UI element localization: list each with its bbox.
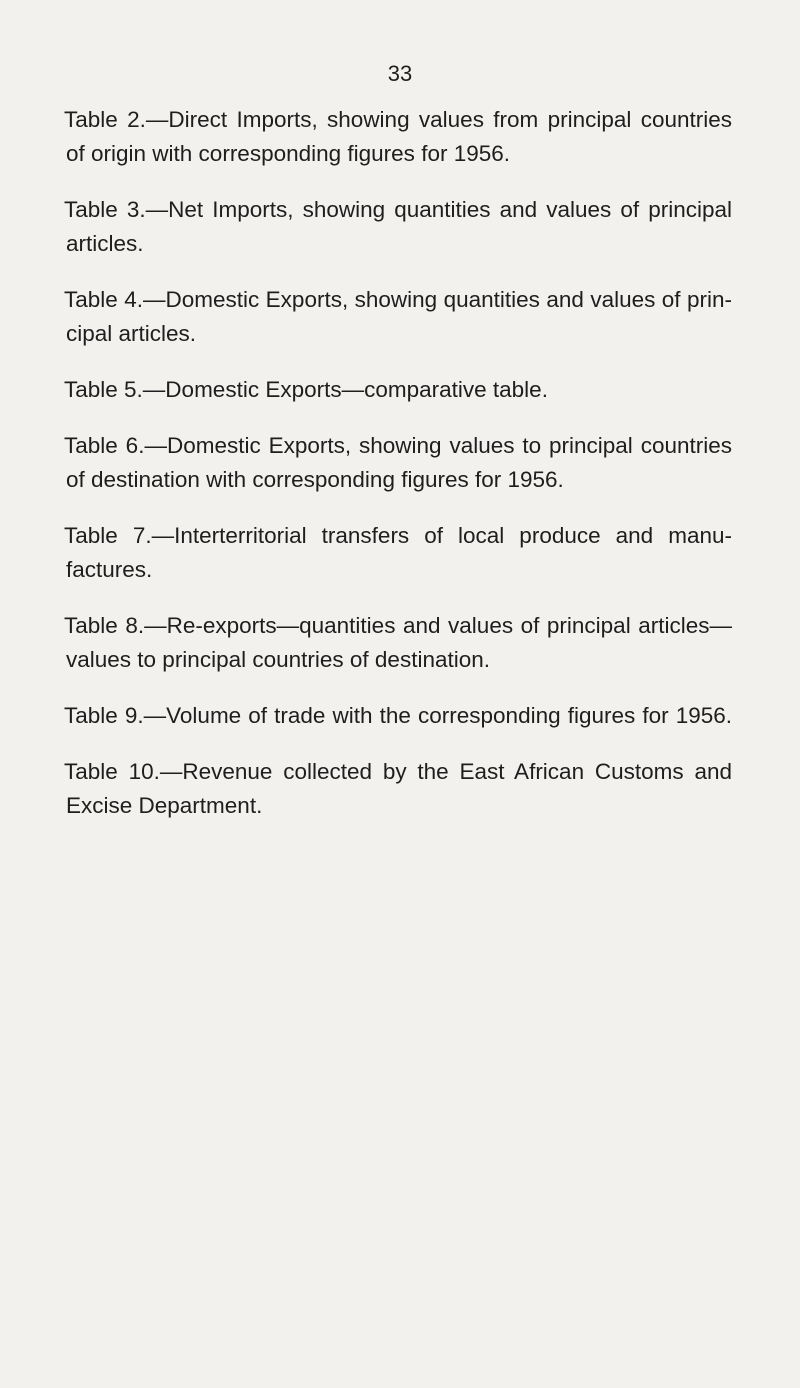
table-list (64, 103, 732, 845)
table-entry-2 (64, 103, 732, 171)
entry-line: articles. (66, 231, 144, 256)
page-number: 33 (387, 61, 413, 86)
table-entry-7 (64, 519, 732, 587)
entry-line: Excise Department. (66, 793, 263, 818)
table-entry-6 (64, 429, 732, 497)
entry-line: factures. (66, 557, 153, 582)
entry-line: cipal articles. (66, 321, 197, 346)
entry-line: Table 5.—Domestic Exports—comparative table. (64, 377, 548, 402)
entry-line: Table 2.—Direct Imports, showing values from principal countries (64, 107, 732, 132)
entry-line: Table 8.—Re-exports—quantities and values of principal articles— (64, 613, 732, 638)
table-entry-10 (64, 755, 732, 823)
entry-line: Table 9.—Volume of trade with the corresponding figures for 1956. (64, 703, 732, 728)
entry-line: of origin with corresponding figures for 1956. (66, 141, 511, 166)
entry-line: Table 3.—Net Imports, showing quantities and values of principal (64, 197, 732, 222)
entry-line: of destination with corresponding figures for 1956. (66, 467, 564, 492)
entry-line: values to principal countries of destination. (66, 647, 490, 672)
table-entry-5 (64, 373, 732, 407)
entry-line: Table 6.—Domestic Exports, showing values to principal countries (64, 433, 732, 458)
table-entry-8 (64, 609, 732, 677)
entry-line: Table 4.—Domestic Exports, showing quantities and values of prin- (64, 287, 732, 312)
entry-line: Table 7.—Interterritorial transfers of local produce and manu- (64, 523, 732, 548)
table-entry-9 (64, 699, 732, 733)
table-entry-3 (64, 193, 732, 261)
entry-line: Table 10.—Revenue collected by the East African Customs and (64, 759, 732, 784)
table-entry-4 (64, 283, 732, 351)
